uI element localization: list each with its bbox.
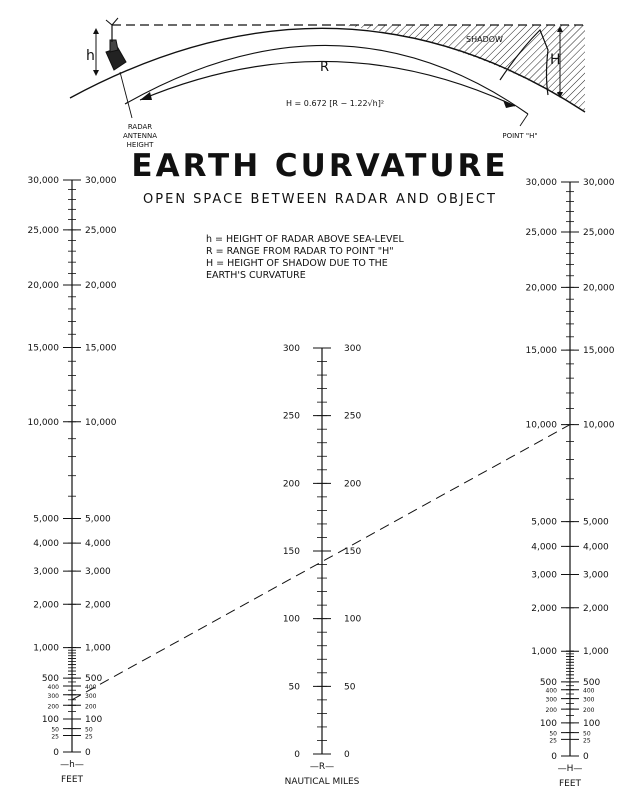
H-tick-label-right: 25,000 xyxy=(583,228,615,239)
h-tick-label-right: 30,000 xyxy=(85,176,117,186)
H-tick-label-right: 500 xyxy=(583,677,601,688)
h-tick-label-right: 25 xyxy=(85,733,93,741)
h-tick-label-left: 10,000 xyxy=(27,417,59,428)
h-tick-label-right: 2,000 xyxy=(85,600,111,611)
h-tick-label-left: 30,000 xyxy=(27,176,59,186)
h-tick-label-right: 25,000 xyxy=(85,225,117,236)
h-tick-label-right: 50 xyxy=(85,726,93,734)
h-tick-label-left: 2,000 xyxy=(33,600,59,611)
R-tick-label-left: 0 xyxy=(294,750,300,760)
H-tick-label-right: 3,000 xyxy=(583,570,609,581)
H-tick-label-right: 50 xyxy=(583,730,591,738)
formula: H = 0.672 [R − 1.22√h]² xyxy=(286,99,385,108)
H-tick-label-left: 0 xyxy=(551,752,557,762)
H-tick-label-left: 200 xyxy=(545,707,557,715)
H-tick-label-left: 25 xyxy=(549,737,557,745)
H-tick-label-left: 500 xyxy=(539,677,557,688)
radar-label-3: HEIGHT xyxy=(126,141,154,149)
radar-tower-icon xyxy=(106,18,126,70)
R-tick-label-right: 150 xyxy=(344,547,362,557)
R-label: R xyxy=(320,60,330,75)
example-isopleth xyxy=(72,425,570,700)
R-unit: NAUTICAL MILES xyxy=(284,777,360,787)
R-tick-label-right: 300 xyxy=(344,344,362,354)
H-tick-label-left: 100 xyxy=(539,718,557,729)
R-tick-label-left: 250 xyxy=(282,411,300,422)
H-tick-label-right: 15,000 xyxy=(583,346,615,357)
H-tick-label-left: 2,000 xyxy=(531,603,557,614)
legend-item-R: R = RANGE FROM RADAR TO POINT "H" xyxy=(206,246,394,257)
shadow-label: SHADOW xyxy=(466,35,503,44)
h-tick-label-left: 300 xyxy=(47,692,59,700)
H-tick-label-right: 5,000 xyxy=(583,517,609,528)
H-tick-label-right: 25 xyxy=(583,737,591,745)
h-tick-label-right: 1,000 xyxy=(85,643,111,654)
h-tick-label-left: 20,000 xyxy=(27,280,59,291)
R-tick-label-right: 200 xyxy=(344,479,362,490)
R-tick-label-right: 0 xyxy=(344,750,350,760)
H-scale xyxy=(526,178,615,762)
H-tick-label-right: 20,000 xyxy=(583,283,615,294)
curvature-schematic xyxy=(70,18,585,149)
h-tick-label-right: 400 xyxy=(85,683,97,691)
h-tick-label-left: 1,000 xyxy=(33,643,59,654)
h-scale xyxy=(28,176,117,758)
H-tick-label-left: 25,000 xyxy=(525,228,557,239)
h-tick-label-left: 25,000 xyxy=(27,225,59,236)
h-tick-label-right: 500 xyxy=(85,674,103,685)
R-tick-label-right: 250 xyxy=(344,411,362,422)
h-tick-label-left: 50 xyxy=(51,726,59,734)
H-tick-label-right: 400 xyxy=(583,687,595,695)
H-tick-label-left: 10,000 xyxy=(525,420,557,431)
H-tick-label-right: 30,000 xyxy=(583,178,615,188)
R-tick-label-right: 50 xyxy=(344,682,356,693)
h-unit: FEET xyxy=(60,775,84,785)
R-tick-label-left: 150 xyxy=(282,547,300,557)
H-tick-label-left: 30,000 xyxy=(525,178,557,188)
H-tick-label-left: 400 xyxy=(545,687,557,695)
H-tick-label-left: 300 xyxy=(545,696,557,704)
h-tick-label-left: 200 xyxy=(47,703,59,711)
R-tick-label-right: 100 xyxy=(344,614,362,625)
H-symbol: —H— xyxy=(557,764,583,774)
point-h-label: POINT "H" xyxy=(502,132,538,140)
h-tick-label-left: 0 xyxy=(53,748,59,758)
R-tick-label-left: 50 xyxy=(288,682,300,693)
h-tick-label-right: 4,000 xyxy=(85,539,111,550)
h-tick-label-left: 4,000 xyxy=(33,539,59,550)
h-tick-label-right: 15,000 xyxy=(85,343,117,354)
H-tick-label-left: 20,000 xyxy=(525,283,557,294)
radar-label-1: RADAR xyxy=(127,123,153,131)
H-tick-label-right: 2,000 xyxy=(583,603,609,614)
h-tick-label-right: 200 xyxy=(85,703,97,711)
H-tick-label-left: 4,000 xyxy=(531,542,557,553)
H-tick-label-right: 100 xyxy=(583,718,601,729)
H-tick-label-right: 0 xyxy=(583,752,589,762)
R-tick-label-left: 300 xyxy=(282,344,300,354)
h-tick-label-right: 300 xyxy=(85,692,97,700)
h-tick-label-left: 15,000 xyxy=(27,343,59,354)
R-scale xyxy=(283,344,362,760)
legend xyxy=(206,234,426,282)
H-tick-label-left: 5,000 xyxy=(531,517,557,528)
page-subtitle: OPEN SPACE BETWEEN RADAR AND OBJECT xyxy=(143,192,497,207)
H-tick-label-left: 15,000 xyxy=(525,346,557,357)
h-tick-label-left: 25 xyxy=(51,733,59,741)
h-tick-label-left: 100 xyxy=(41,714,59,725)
H-tick-label-left: 1,000 xyxy=(531,647,557,658)
h-tick-label-left: 3,000 xyxy=(33,567,59,578)
H-tick-label-right: 300 xyxy=(583,696,595,704)
h-symbol: —h— xyxy=(60,760,84,770)
H-tick-label-right: 10,000 xyxy=(583,420,615,431)
h-tick-label-right: 3,000 xyxy=(85,567,111,578)
page-title: EARTH CURVATURE xyxy=(131,148,509,184)
h-tick-label-left: 400 xyxy=(47,683,59,691)
H-tick-label-right: 200 xyxy=(583,707,595,715)
legend-item-h: h = HEIGHT OF RADAR ABOVE SEA-LEVEL xyxy=(206,234,404,245)
H-unit: FEET xyxy=(558,779,582,789)
H-tick-label-left: 3,000 xyxy=(531,570,557,581)
h-tick-label-right: 0 xyxy=(85,748,91,758)
h-tick-label-right: 100 xyxy=(85,714,103,725)
h-tick-label-right: 20,000 xyxy=(85,280,117,291)
h-label: h xyxy=(86,48,95,64)
H-label: H xyxy=(550,52,561,68)
radar-label-2: ANTENNA xyxy=(123,132,157,140)
R-symbol: —R— xyxy=(309,762,335,772)
h-tick-label-left: 5,000 xyxy=(33,514,59,525)
H-tick-label-right: 4,000 xyxy=(583,542,609,553)
H-tick-label-left: 50 xyxy=(549,730,557,738)
h-tick-label-right: 10,000 xyxy=(85,417,117,428)
legend-item-H: H = HEIGHT OF SHADOW DUE TO THE EARTH'S CURVATURE xyxy=(206,258,388,281)
H-tick-label-right: 1,000 xyxy=(583,647,609,658)
h-tick-label-left: 500 xyxy=(41,674,59,685)
R-tick-label-left: 200 xyxy=(282,479,300,490)
h-tick-label-right: 5,000 xyxy=(85,514,111,525)
R-tick-label-left: 100 xyxy=(282,614,300,625)
